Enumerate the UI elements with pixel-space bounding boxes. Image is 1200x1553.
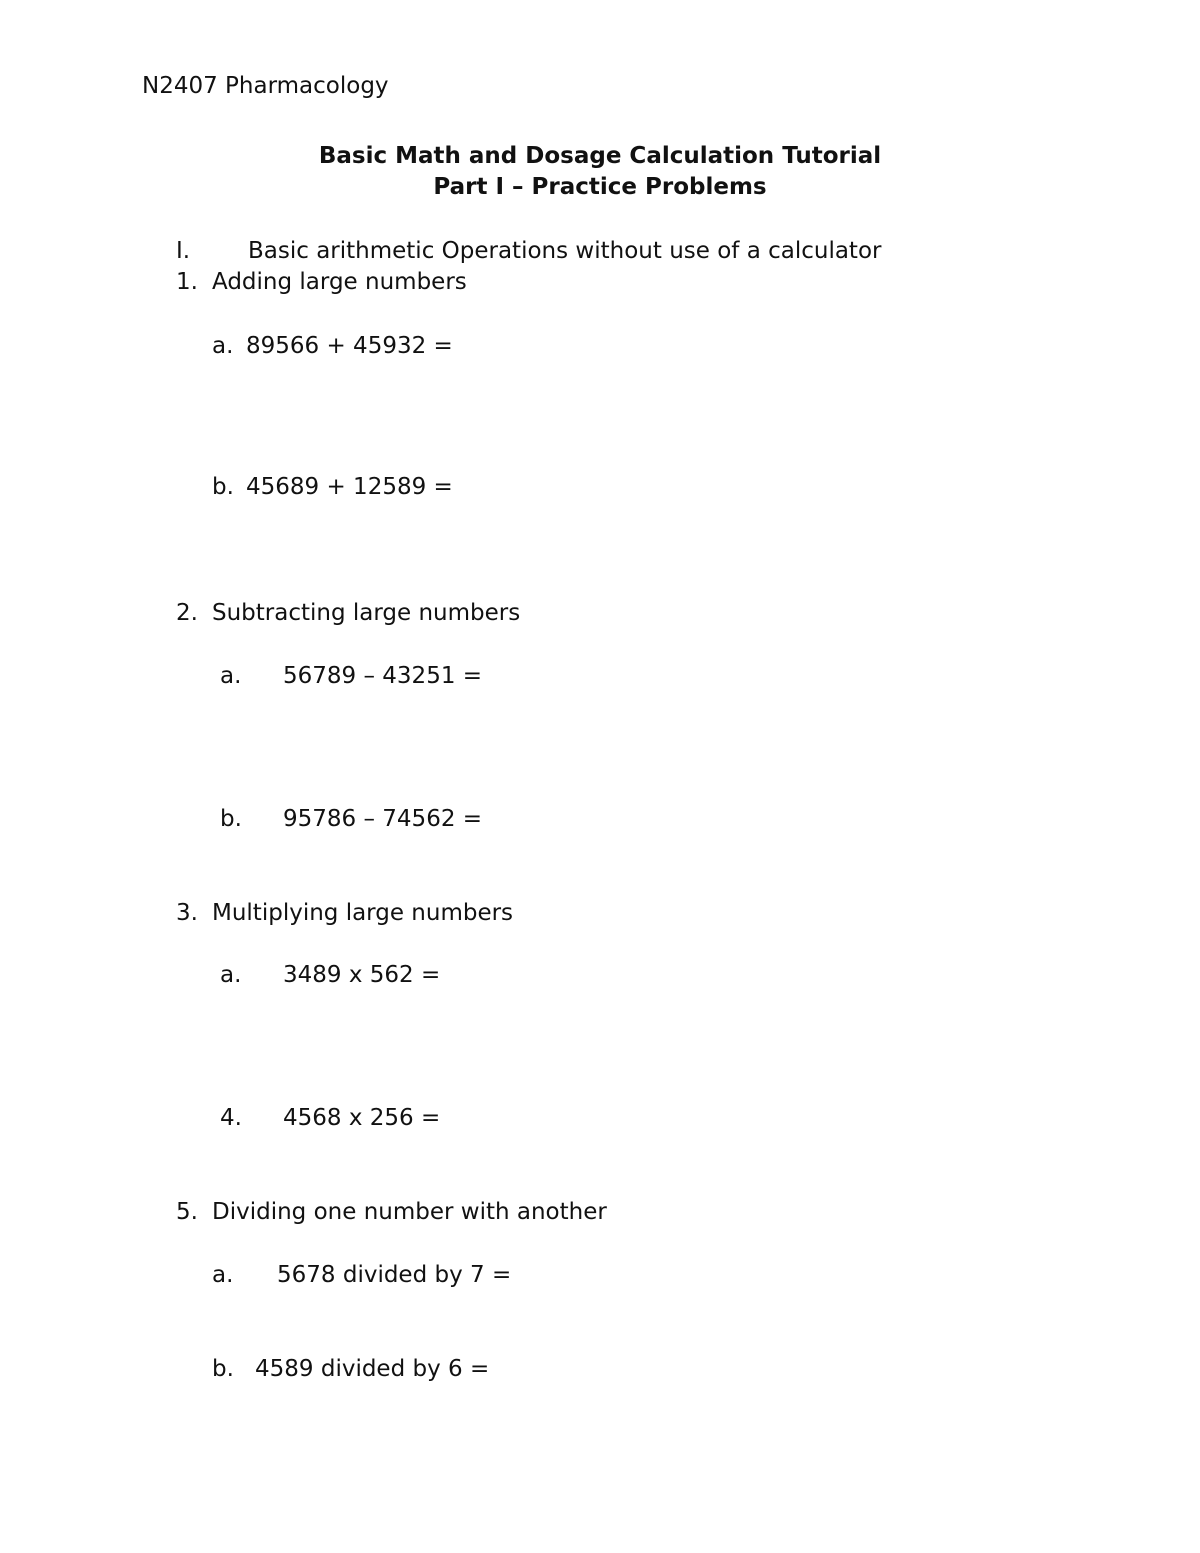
question-title: Dividing one number with another	[212, 1199, 607, 1225]
item-label: a.	[220, 962, 242, 988]
question-number: 3.	[176, 900, 198, 926]
item-label: b.	[212, 474, 234, 500]
math-problem: 5678 divided by 7 =	[277, 1262, 512, 1288]
question-number: 5.	[176, 1199, 198, 1225]
item-label: a.	[212, 333, 234, 359]
math-problem: 3489 x 562 =	[283, 962, 441, 988]
item-label: b.	[220, 806, 242, 832]
item-label: a.	[220, 663, 242, 689]
math-problem: 4568 x 256 =	[283, 1105, 441, 1131]
math-problem: 56789 – 43251 =	[283, 663, 483, 689]
section-numeral: I.	[176, 238, 191, 264]
item-label: b.	[212, 1356, 234, 1382]
math-problem: 4589 divided by 6 =	[255, 1356, 490, 1382]
item-label: a.	[212, 1262, 234, 1288]
math-problem: 45689 + 12589 =	[246, 474, 453, 500]
section-heading: Basic arithmetic Operations without use of a calculator	[248, 238, 882, 264]
question-title: Adding large numbers	[212, 269, 467, 295]
math-problem: 89566 + 45932 =	[246, 333, 453, 359]
question-title: Subtracting large numbers	[212, 600, 521, 626]
question-number: 2.	[176, 600, 198, 626]
question-number: 1.	[176, 269, 198, 295]
question-title: Multiplying large numbers	[212, 900, 514, 926]
document-subtitle: Part I – Practice Problems	[433, 174, 767, 200]
item-label: 4.	[220, 1105, 242, 1131]
course-header: N2407 Pharmacology	[142, 73, 389, 99]
math-problem: 95786 – 74562 =	[283, 806, 483, 832]
document-title: Basic Math and Dosage Calculation Tutorial	[318, 143, 882, 169]
